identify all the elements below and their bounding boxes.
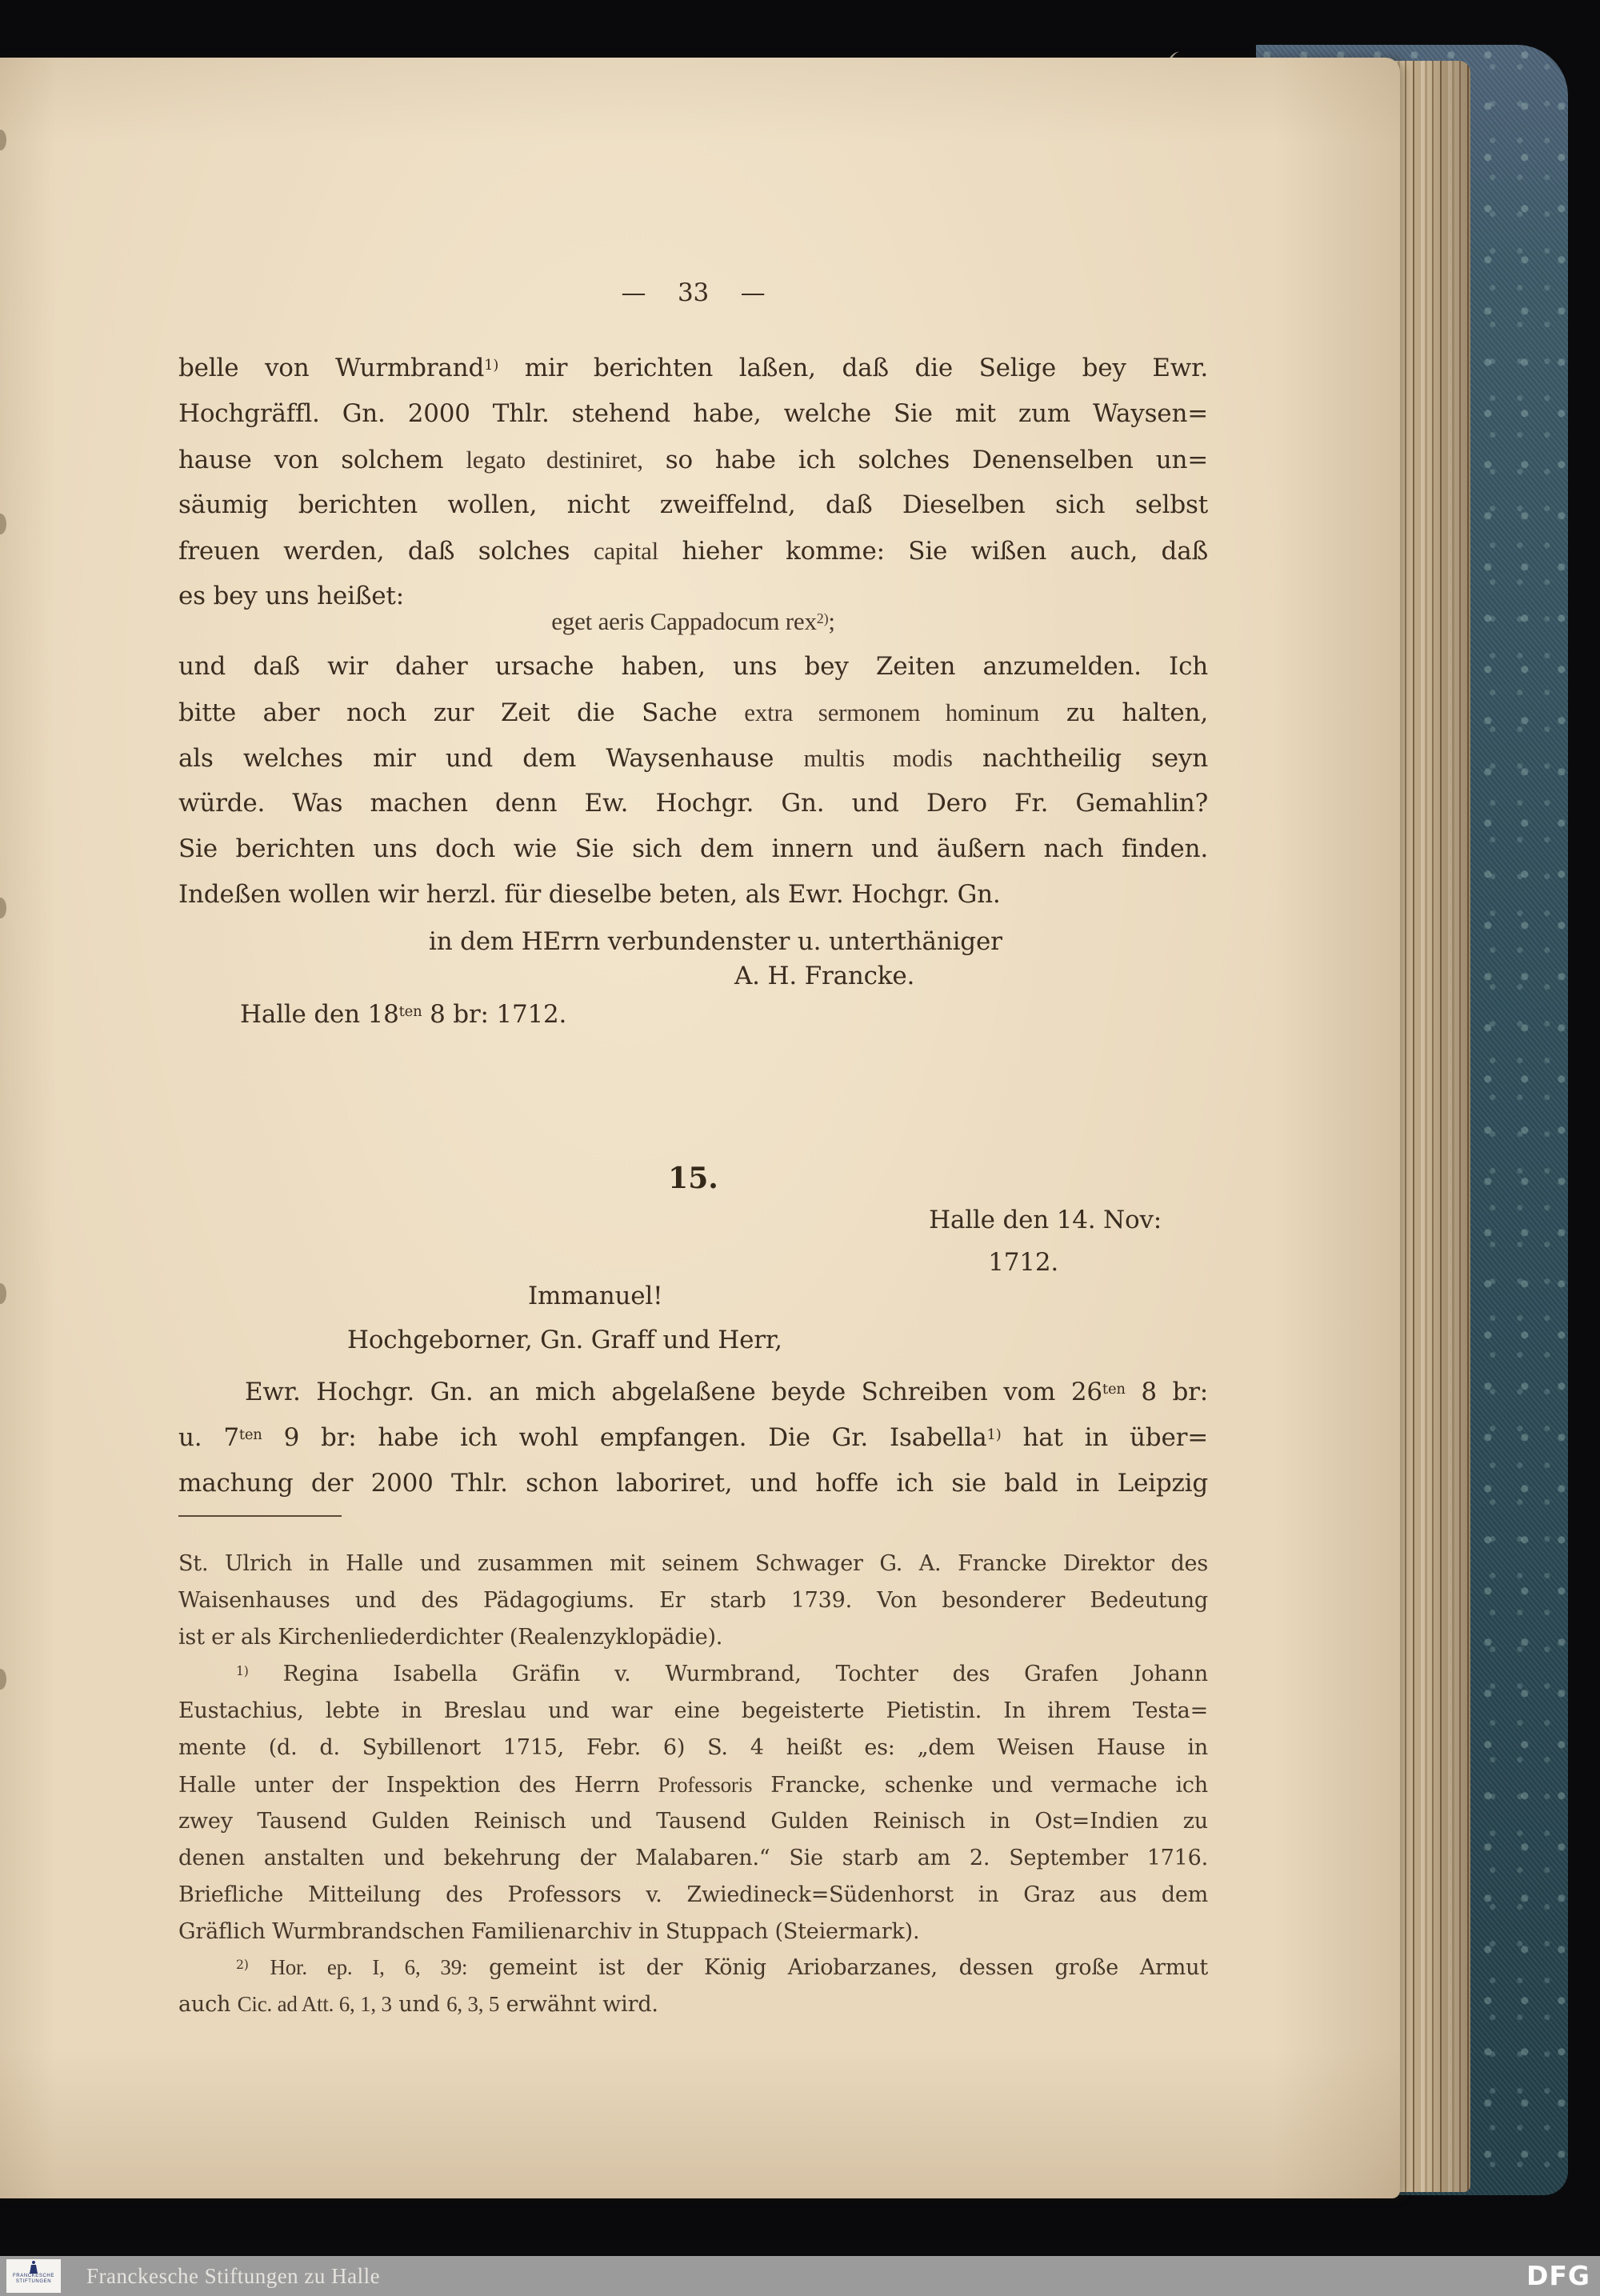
page-edge-stack <box>1394 61 1470 2192</box>
footnote-continuation <box>178 1546 1208 1656</box>
letter-15-body <box>178 1370 1208 1506</box>
footnote-2 <box>178 1949 1208 2022</box>
footer-bar <box>0 2256 1600 2296</box>
text-line: würde. Was machen denn Ew. Hochgr. Gn. und Dero Fr. Gemahlin? <box>178 789 1208 818</box>
franckesche-stiftungen-logo <box>6 2259 61 2293</box>
text-line: in dem HErrn verbundenster u. unterthäniger <box>429 927 1002 956</box>
letter-14-body-1 <box>178 346 1208 619</box>
franckesche-figure-icon <box>28 2261 39 2274</box>
text-line: bitte aber noch zur Zeit die Sache extra sermonem hominum zu halten, <box>178 698 1208 727</box>
text-line: Hochgräffl. Gn. 2000 Thlr. stehend habe, welche Sie mit zum Waysen= <box>178 399 1208 428</box>
text-line: $^{1)}$ Regina Isabella Gräfin v. Wurmbrand, Tochter des Grafen Johann <box>236 1662 1208 1686</box>
text-line: Ewr. Hochgr. Gn. an mich abgelaßene beyde Schreiben vom $26^{ten}$ 8 br: <box>245 1378 1208 1406</box>
text-line: u. $7^{ten}$ 9 br: habe ich wohl empfangen. Die Gr. Isabella$^{1)}$ hat in über= <box>178 1423 1208 1452</box>
salutation-address <box>178 1318 1208 1363</box>
footnote-1 <box>178 1656 1208 1950</box>
section-heading-15: 15. <box>668 1162 718 1195</box>
text-line: Immanuel! <box>528 1282 663 1310</box>
text-line: als welches mir und dem Waysenhause multis modis nachtheilig seyn <box>178 744 1208 773</box>
text-line: A. H. Francke. <box>734 962 915 990</box>
dateline-14-nov <box>178 1198 1208 1243</box>
text-line: säumig berichten wollen, nicht zweiffelnd, daß Dieselben sich selbst <box>178 490 1208 519</box>
text-line: auch Cic. ad Att. 6, 1, 3 und 6, 3, 5 erwähnt wird. <box>178 1992 658 2017</box>
sewing-notch <box>0 1669 6 1690</box>
text-line: Hochgeborner, Gn. Graff und Herr, <box>347 1326 782 1354</box>
text-line: Halle unter der Inspektion des Herrn Professoris Francke, schenke und vermache ich <box>178 1773 1208 1798</box>
text-line: machung der 2000 Thlr. schon laboriret, und hoffe ich sie bald in Leipzig <box>178 1469 1208 1498</box>
text-line: Sie berichten uns doch wie Sie sich dem innern und äußern nach finden. <box>178 834 1208 863</box>
dfg-logo: DFG <box>1526 2260 1590 2291</box>
footnote-separator-rule <box>178 1515 342 1517</box>
text-line: freuen werden, daß solches capital hieher komme: Sie wißen auch, daß <box>178 537 1208 566</box>
logo-text-line2: STIFTUNGEN <box>15 2279 52 2284</box>
text-line: es bey uns heißet: <box>178 582 404 610</box>
text-column <box>178 58 1208 2138</box>
invocation-immanuel <box>178 1274 1208 1319</box>
text-line: Halle den 14. Nov: <box>929 1206 1162 1234</box>
text-line: $^{2)}$ Hor. ep. I, 6, 39: gemeint ist der König Ariobarzanes, dessen große Armut <box>236 1955 1208 1980</box>
latin-quote <box>178 598 1208 644</box>
text-line: ist er als Kirchenliederdichter (Realenzyklopädie). <box>178 1625 723 1650</box>
text-line: 1712. <box>988 1248 1058 1277</box>
institution-name: Franckesche Stiftungen zu Halle <box>86 2264 381 2288</box>
text-line: Halle den $18^{ten}$ 8 br: 1712. <box>240 1000 567 1029</box>
sewing-notch <box>0 1283 6 1304</box>
letter-14-body-2 <box>178 644 1208 918</box>
text-line: hause von solchem legato destiniret, so habe ich solches Denenselben un= <box>178 446 1208 474</box>
text-line: eget aeris Cappadocum rex$^{2)}$; <box>551 607 835 635</box>
text-line: mente (d. d. Sybillenort 1715, Febr. 6) S. 4 heißt es: „dem Weisen Hause in <box>178 1735 1208 1760</box>
text-line: Briefliche Mitteilung des Professors v. Zwiedineck=Südenhorst in Graz aus dem <box>178 1882 1208 1907</box>
sewing-notch <box>0 130 6 150</box>
sewing-notch <box>0 898 6 918</box>
text-line: zwey Tausend Gulden Reinisch und Tausend Gulden Reinisch in Ost=Indien zu <box>178 1809 1208 1834</box>
text-line: denen anstalten und bekehrung der Malabaren.“ Sie starb am 2. September 1716. <box>178 1846 1208 1870</box>
logo-text-line1: FRANCKESCHE <box>13 2274 54 2278</box>
text-line: Indeßen wollen wir herzl. für dieselbe beten, als Ewr. Hochgr. Gn. <box>178 880 1001 909</box>
text-line: Gräflich Wurmbrandschen Familienarchiv in Stuppach (Steiermark). <box>178 1919 920 1944</box>
page-number: — 33 — <box>621 278 766 307</box>
text-line: St. Ulrich in Halle und zusammen mit seinem Schwager G. A. Francke Direktor des <box>178 1551 1208 1576</box>
text-line: belle von Wurmbrand$^{1)}$ mir berichten laßen, daß die Selige bey Ewr. <box>178 354 1208 382</box>
sewing-notch <box>0 514 6 534</box>
dateline-18-oct-1712 <box>178 992 1208 1038</box>
text-line: Eustachius, lebte in Breslau und war eine begeisterte Pietistin. In ihrem Testa= <box>178 1698 1208 1723</box>
text-line: und daß wir daher ursache haben, uns bey Zeiten anzumelden. Ich <box>178 652 1208 681</box>
text-line: Waisenhauses und des Pädagogiums. Er starb 1739. Von besonderer Bedeutung <box>178 1588 1208 1613</box>
